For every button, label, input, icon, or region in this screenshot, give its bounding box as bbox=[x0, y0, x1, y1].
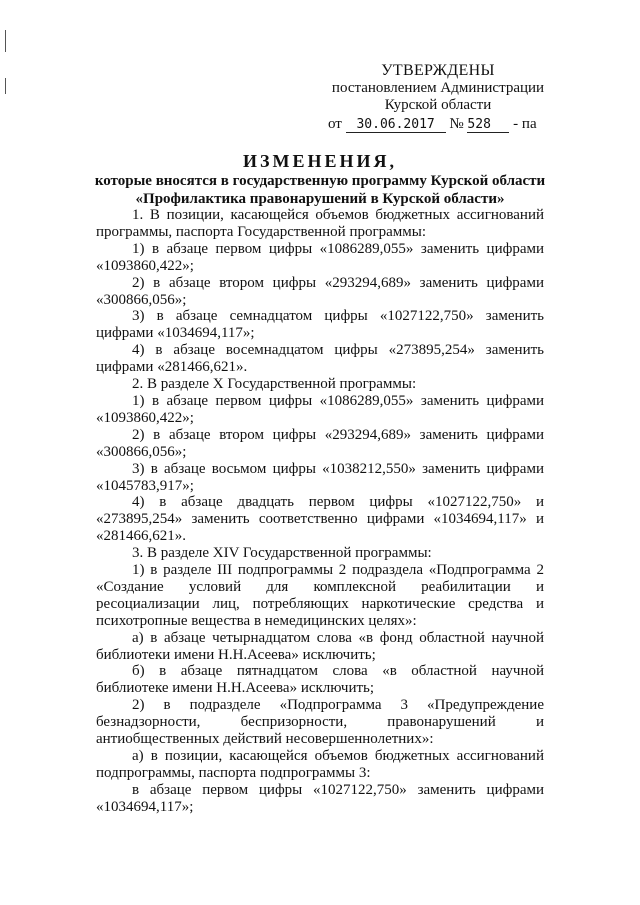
paragraph: 2) в подразделе «Подпрограмма 3 «Предупреждение безнадзорности, беспризорности, правонарушений и антиобщественных действий несовершеннолетних»: bbox=[96, 697, 544, 748]
document-subtitle: которые вносятся в государственную программу Курской области bbox=[94, 173, 546, 189]
paragraph: в абзаце первом цифры «1027122,750» заменить цифрами «1034694,117»; bbox=[96, 781, 544, 815]
margin-mark bbox=[5, 78, 6, 94]
document-title: ИЗМЕНЕНИЯ, bbox=[242, 151, 397, 171]
paragraph: б) в абзаце пятнадцатом слова «в областной научной библиотеке имени Н.Н.Асеева» исключить; bbox=[96, 663, 544, 697]
registration-line bbox=[318, 116, 558, 134]
paragraph: 4) в абзаце двадцать первом цифры «1027122,750» и «273895,254» заменить соответственно цифрами «1034694,117» и «281466,621». bbox=[96, 494, 544, 545]
number-suffix: - па bbox=[513, 115, 537, 132]
paragraph: 1) в разделе III подпрограммы 2 подраздела «Подпрограмма 2 «Создание условий для комплексной реабилитации и ресоциализации лиц, потребляющих наркотические средства и психотропные вещества в немедицинских целях»: bbox=[96, 562, 544, 629]
approval-line: Курской области bbox=[384, 97, 492, 113]
document-title-block bbox=[80, 150, 560, 208]
document-body bbox=[96, 207, 544, 816]
paragraph: а) в позиции, касающейся объемов бюджетных ассигнований подпрограммы, паспорта подпрограммы 3: bbox=[96, 748, 544, 781]
paragraph: 4) в абзаце восемнадцатом цифры «273895,254» заменить цифрами «281466,621». bbox=[96, 342, 544, 376]
paragraph: 2) в абзаце втором цифры «293294,689» заменить цифрами «300866,056»; bbox=[96, 426, 544, 460]
date-prefix: от bbox=[328, 115, 342, 132]
margin-mark bbox=[5, 30, 6, 52]
registration-number: 528 bbox=[467, 117, 509, 133]
paragraph: 1) в абзаце первом цифры «1086289,055» заменить цифрами «1093860,422»; bbox=[96, 240, 544, 274]
paragraph: а) в абзаце четырнадцатом слова «в фонд областной научной библиотеки имени Н.Н.Асеева» исключить; bbox=[96, 629, 544, 663]
number-prefix: № bbox=[449, 115, 464, 132]
paragraph: 2) в абзаце втором цифры «293294,689» заменить цифрами «300866,056»; bbox=[96, 274, 544, 308]
approval-line: постановлением Администрации bbox=[331, 79, 545, 96]
paragraph: 3) в абзаце восьмом цифры «1038212,550» заменить цифрами «1045783,917»; bbox=[96, 460, 544, 494]
program-name: «Профилактика правонарушений в Курской области» bbox=[135, 191, 505, 207]
paragraph: 1) в абзаце первом цифры «1086289,055» заменить цифрами «1093860,422»; bbox=[96, 392, 544, 426]
paragraph: 1. В позиции, касающейся объемов бюджетных ассигнований программы, паспорта Государственной программы: bbox=[96, 207, 544, 240]
paragraph: 3) в абзаце семнадцатом цифры «1027122,750» заменить цифрами «1034694,117»; bbox=[96, 308, 544, 342]
registration-date: 30.06.2017 bbox=[346, 117, 446, 133]
approval-stamp-block bbox=[318, 62, 558, 133]
approval-heading: УТВЕРЖДЕНЫ bbox=[381, 62, 495, 79]
paragraph: 2. В разделе X Государственной программы: bbox=[132, 376, 417, 393]
paragraph: 3. В разделе XIV Государственной программы: bbox=[132, 545, 432, 562]
